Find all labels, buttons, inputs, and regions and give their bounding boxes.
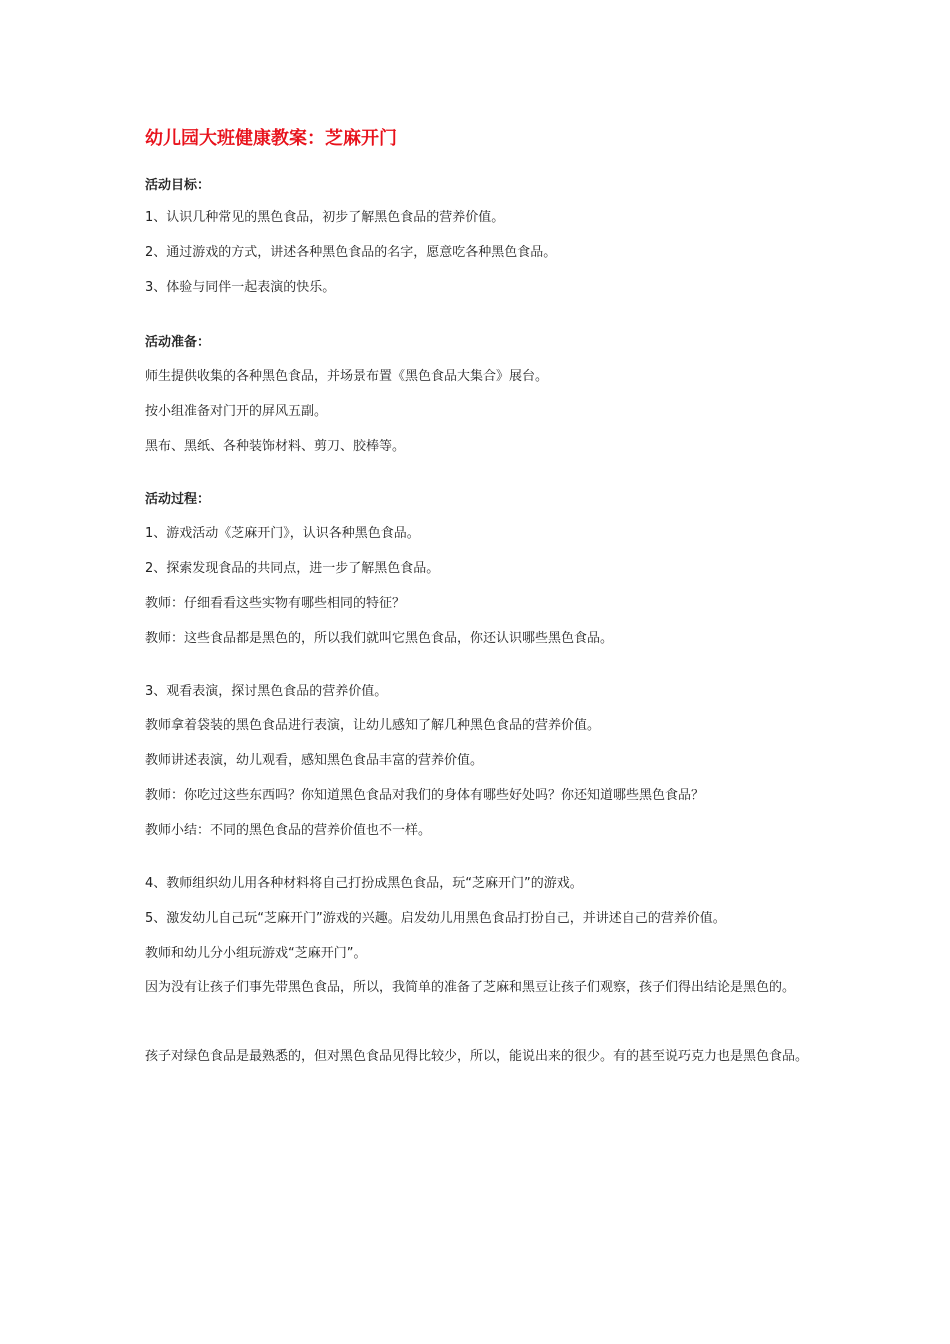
reflection-paragraph-1: 因为没有让孩子们事先带黑色食品，所以，我简单的准备了芝麻和黑豆让孩子们观察，孩子们得出结论是黑色的。 [145, 980, 796, 995]
process-item-9: 教师小结：不同的黑色食品的营养价值也不一样。 [145, 823, 432, 838]
process-item-8: 教师：你吃过这些东西吗？你知道黑色食品对我们的身体有哪些好处吗？你还知道哪些黑色食品？ [145, 788, 705, 803]
prep-item-3: 黑布、黑纸、各种装饰材料、剪刀、胶棒等。 [145, 439, 406, 454]
prep-heading: 活动准备： [145, 335, 211, 350]
process-item-2: 2、探索发现食品的共同点，进一步了解黑色食品。 [145, 561, 440, 576]
process-item-11: 5、激发幼儿自己玩“芝麻开门”游戏的兴趣。启发幼儿用黑色食品打扮自己，并讲述自己的营养价值。 [145, 911, 726, 926]
goal-item-3: 3、体验与同伴一起表演的快乐。 [145, 280, 336, 295]
prep-item-1: 师生提供收集的各种黑色食品，并场景布置《黑色食品大集合》展台。 [145, 369, 549, 384]
prep-item-2: 按小组准备对门开的屏风五副。 [145, 404, 328, 419]
process-item-3: 教师：仔细看看这些实物有哪些相同的特征？ [145, 596, 406, 611]
process-item-7: 教师讲述表演，幼儿观看，感知黑色食品丰富的营养价值。 [145, 753, 484, 768]
goals-heading: 活动目标： [145, 178, 211, 193]
process-item-12: 教师和幼儿分小组玩游戏“芝麻开门”。 [145, 946, 367, 961]
page-title: 幼儿园大班健康教案：芝麻开门 [145, 128, 397, 149]
process-item-5: 3、观看表演，探讨黑色食品的营养价值。 [145, 684, 388, 699]
process-item-6: 教师拿着袋装的黑色食品进行表演，让幼儿感知了解几种黑色食品的营养价值。 [145, 718, 601, 733]
goal-item-1: 1、认识几种常见的黑色食品，初步了解黑色食品的营养价值。 [145, 210, 505, 225]
goal-item-2: 2、通过游戏的方式，讲述各种黑色食品的名字，愿意吃各种黑色食品。 [145, 245, 557, 260]
reflection-paragraph-2: 孩子对绿色食品是最熟悉的，但对黑色食品见得比较少，所以，能说出来的很少。有的甚至说巧克力也是黑色食品。 [145, 1049, 809, 1064]
process-item-4: 教师：这些食品都是黑色的，所以我们就叫它黑色食品，你还认识哪些黑色食品。 [145, 631, 614, 646]
process-heading: 活动过程： [145, 492, 211, 507]
process-item-10: 4、教师组织幼儿用各种材料将自己打扮成黑色食品，玩“芝麻开门”的游戏。 [145, 876, 583, 891]
process-item-1: 1、游戏活动《芝麻开门》，认识各种黑色食品。 [145, 526, 420, 541]
